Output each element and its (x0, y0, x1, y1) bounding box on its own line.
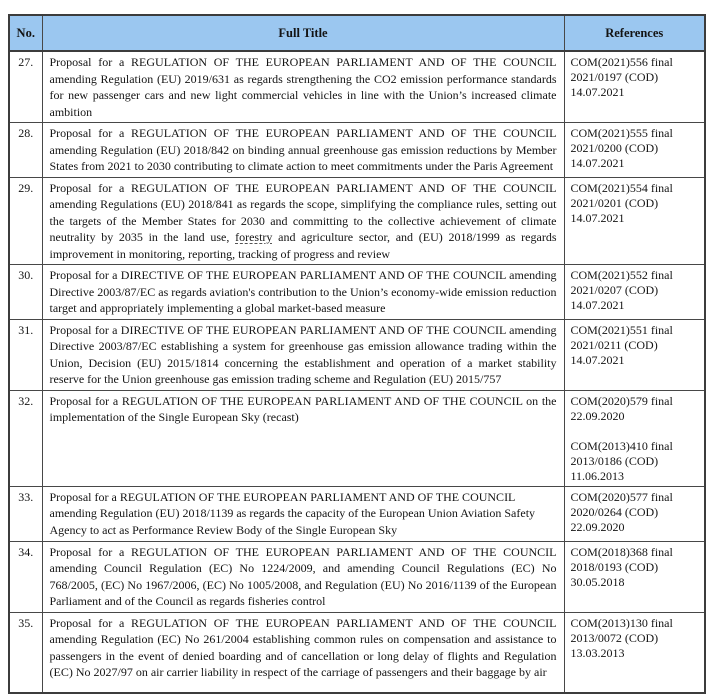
table-row (9, 390, 705, 486)
references-cell (564, 390, 705, 486)
header-row (9, 15, 705, 51)
full-title-cell (42, 319, 564, 390)
row-number-cell: 35. (9, 612, 42, 693)
title-text: Proposal for a REGULATION OF THE EUROPEAN PARLIAMENT AND OF THE COUNCIL amending Regulation (EU) 2018/1139 as regards the capacity of the European Union Aviation Safety Agency to act as Performance Review Body of the Single European Sky (49, 489, 536, 537)
row-number-cell: 31. (9, 319, 42, 390)
full-title-cell (42, 390, 564, 486)
title-text: Proposal for a DIRECTIVE OF THE EUROPEAN PARLIAMENT AND OF THE COUNCIL amending Directive 2003/87/EC as regards aviation's contribution to the Union’s economy-wide emission reduction target and appropriately implementing a global market-based measure (49, 268, 557, 315)
reference-line: COM(2021)551 final (570, 322, 673, 337)
row-number-cell: 33. (9, 486, 42, 541)
full-title-cell (42, 541, 564, 612)
reference-line: 2013/0186 (COD) (570, 453, 659, 468)
full-title-cell (42, 486, 564, 541)
reference-line: 2021/0200 (COD) (570, 141, 659, 155)
reference-line: 30.05.2018 (570, 574, 625, 589)
title-text: and agriculture sector, and (EU) 2018/1999 as regards improvement in monitoring, reporting, tracking of progress and review (49, 230, 557, 261)
title-text: Proposal for a REGULATION OF THE EUROPEAN PARLIAMENT AND OF THE COUNCIL amending Regulation (EC) No 261/2004 establishing common rules on compensation and assistance to passengers in the event of denied boarding and of cancellation or long delay of flights and Regulation (EC) No 2027/97 on air carrier liability in respect of the carriage of passengers and their baggage by air (49, 615, 557, 679)
title-text: Proposal for a DIRECTIVE OF THE EUROPEAN PARLIAMENT AND OF THE COUNCIL amending Directive 2003/87/EC establishing a system for greenhouse gas emission allowance trading within the Union, Decision (EU) 2015/1814 concerning the establishment and operation of a market stability reserve for the Union greenhouse gas emission trading scheme and Regulation (EU) 2015/757 (49, 322, 557, 386)
reference-line: 14.07.2021 (570, 352, 625, 367)
references-cell (564, 51, 705, 123)
reference-line: COM(2021)552 final (570, 268, 673, 282)
title-text: Proposal for a REGULATION OF THE EUROPEAN PARLIAMENT AND OF THE COUNCIL amending Council Regulation (EC) No 1224/2009, and amending Council Regulations (EC) No 768/2005, (EC) No 1967/2006, (EC) No 1005/2008, and Regulation (EU) No 2016/1139 of the European Parliament and of the Council as regards fisheries control (49, 544, 557, 608)
reference-line: 22.09.2020 (570, 519, 625, 534)
reference-line: 14.07.2021 (570, 156, 625, 170)
references-cell (564, 123, 705, 178)
table-row (9, 123, 705, 178)
reference-blank-line (571, 424, 699, 439)
full-title-cell (42, 123, 564, 178)
reference-line: COM(2021)556 final (570, 55, 673, 69)
reference-line: COM(2021)555 final (570, 126, 673, 140)
proposals-table (8, 14, 706, 694)
full-title-cell (42, 612, 564, 693)
references-cell (564, 177, 705, 265)
row-number-cell: 32. (9, 390, 42, 486)
column-header-no: No. (9, 15, 42, 51)
table-row (9, 319, 705, 390)
reference-line: 2021/0207 (COD) (570, 283, 659, 297)
reference-line: COM(2013)410 final (570, 438, 673, 453)
reference-line: COM(2020)579 final (570, 393, 673, 408)
reference-line: 14.07.2021 (570, 210, 625, 225)
column-header-references: References (564, 15, 705, 51)
reference-line: COM(2018)368 final (570, 544, 673, 559)
row-number-cell: 29. (9, 177, 42, 265)
reference-line: 2021/0211 (COD) (570, 337, 658, 352)
title-text: Proposal for a REGULATION OF THE EUROPEAN PARLIAMENT AND OF THE COUNCIL amending Regulation (EU) 2019/631 as regards strengthening the CO2 emission performance standards for new passenger cars and new light commercial vehicles in line with the Union’s increased climate ambition (49, 55, 557, 119)
title-text: Proposal for a REGULATION OF THE EUROPEAN PARLIAMENT AND OF THE COUNCIL amending Regulations (EU) 2018/841 as regards the scope, simplifying the compliance rules, setting out the targets of the Member States for 2030 and committing to the collective achievement of climate neutrality by 2035 in the land use, (49, 180, 557, 244)
reference-line: COM(2021)554 final (570, 180, 673, 195)
table-row (9, 177, 705, 265)
full-title-cell (42, 51, 564, 123)
column-header-full-title: Full Title (42, 15, 564, 51)
title-text: Proposal for a REGULATION OF THE EUROPEAN PARLIAMENT AND OF THE COUNCIL amending Regulation (EU) 2018/842 on binding annual greenhouse gas emission reductions by Member States from 2021 to 2030 contributing to climate action to meet commitments under the Paris Agreement (49, 126, 557, 173)
reference-line: 2013/0072 (COD) (570, 630, 659, 645)
table-row (9, 486, 705, 541)
reference-line: 11.06.2013 (570, 468, 625, 483)
table-row (9, 51, 705, 123)
table-row (9, 541, 705, 612)
row-number-cell: 27. (9, 51, 42, 123)
table-row (9, 265, 705, 320)
references-cell (564, 541, 705, 612)
row-number-cell: 30. (9, 265, 42, 320)
reference-line: 13.03.2013 (570, 645, 625, 660)
reference-line: COM(2013)130 final (570, 615, 673, 630)
reference-line: 14.07.2021 (570, 85, 625, 99)
reference-line: 2021/0201 (COD) (570, 195, 659, 210)
full-title-cell (42, 177, 564, 265)
full-title-cell (42, 265, 564, 320)
row-number-cell: 28. (9, 123, 42, 178)
reference-line: COM(2020)577 final (570, 489, 673, 504)
references-cell (564, 486, 705, 541)
row-number-cell: 34. (9, 541, 42, 612)
reference-line: 2020/0264 (COD) (570, 504, 659, 519)
references-cell (564, 612, 705, 693)
marked-word: forestry (235, 230, 273, 244)
reference-line: 22.09.2020 (570, 408, 625, 423)
title-text: Proposal for a REGULATION OF THE EUROPEAN PARLIAMENT AND OF THE COUNCIL on the implementation of the Single European Sky (recast) (49, 393, 557, 424)
references-cell (564, 319, 705, 390)
reference-line: 2018/0193 (COD) (570, 559, 659, 574)
table-body (9, 51, 705, 693)
reference-line: 14.07.2021 (570, 298, 625, 312)
references-cell (564, 265, 705, 320)
reference-line: 2021/0197 (COD) (570, 70, 659, 84)
table-row (9, 612, 705, 693)
